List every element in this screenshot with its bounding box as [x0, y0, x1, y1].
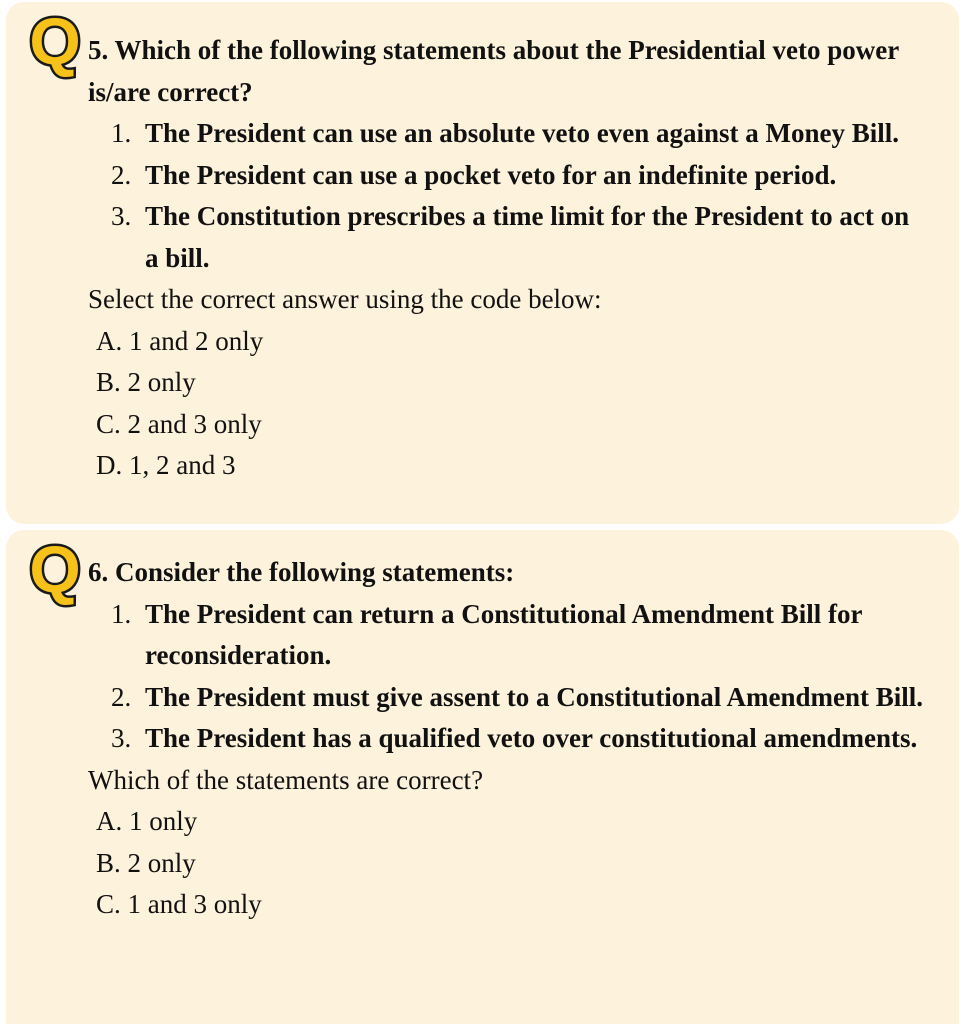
- answer-option-c[interactable]: C. 2 and 3 only: [96, 408, 262, 439]
- answer-option-a[interactable]: A. 1 and 2 only: [96, 325, 264, 356]
- statement-text: The President can use a pocket veto for an indefinite period.: [145, 159, 837, 190]
- statement-text: The President must give assent to a Constitutional Amendment Bill.: [145, 681, 924, 712]
- q-badge-icon: [14, 530, 96, 612]
- question-content: [88, 30, 929, 487]
- answer-option-c[interactable]: C. 1 and 3 only: [96, 889, 262, 919]
- statement-number: 3.: [111, 201, 132, 231]
- option-list: [88, 321, 929, 487]
- statement-list: [88, 594, 929, 760]
- answer-option-b[interactable]: B. 2 only: [96, 367, 196, 397]
- statement-item: [88, 594, 929, 677]
- svg-text:Q: Q: [29, 532, 81, 606]
- answer-option-b[interactable]: B. 2 only: [96, 847, 196, 878]
- question-content: [88, 552, 929, 926]
- statement-item: [88, 113, 929, 155]
- statement-list: [88, 113, 929, 279]
- statement-item: [88, 196, 929, 279]
- question-instruction: Which of the statements are correct?: [88, 764, 484, 795]
- statement-number: 1.: [111, 598, 132, 629]
- statement-number: 2.: [111, 159, 132, 190]
- question-stem: 6. Consider the following statements:: [88, 557, 515, 587]
- answer-option-a[interactable]: A. 1 only: [96, 806, 198, 836]
- statement-number: 3.: [111, 723, 132, 753]
- statement-text: The President can return a Constitutional Amendment Bill for reconsideration.: [145, 598, 863, 670]
- statement-item: [88, 718, 929, 760]
- question-card-6: [6, 530, 959, 1024]
- statement-number: 2.: [111, 681, 132, 712]
- statement-item: [88, 155, 929, 197]
- question-stem: 5. Which of the following statements about the Presidential veto power is/are correct?: [88, 35, 899, 107]
- statement-text: The President has a qualified veto over constitutional amendments.: [145, 723, 918, 753]
- question-instruction: Select the correct answer using the code below:: [88, 284, 602, 314]
- statement-text: The President can use an absolute veto even against a Money Bill.: [145, 118, 900, 148]
- answer-option-d[interactable]: D. 1, 2 and 3: [96, 450, 236, 480]
- q-badge-icon: [14, 2, 96, 84]
- question-card-5: [6, 2, 959, 524]
- option-list: [88, 801, 929, 926]
- svg-text:Q: Q: [29, 4, 81, 78]
- statement-text: The Constitution prescribes a time limit for the President to act on a bill.: [145, 201, 910, 273]
- statement-item: [88, 677, 929, 719]
- statement-number: 1.: [111, 118, 132, 148]
